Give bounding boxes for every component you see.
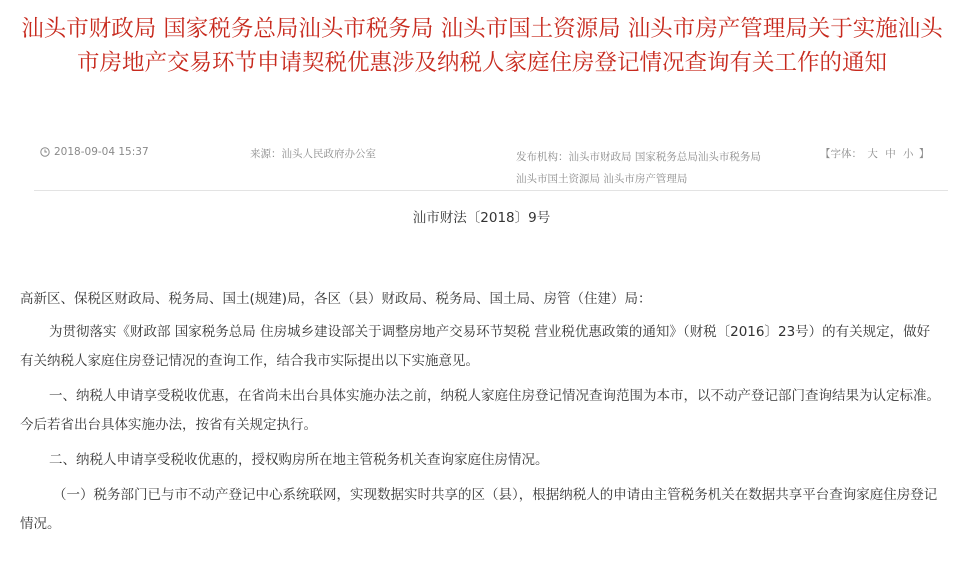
body-paragraph-1: 为贯彻落实《财政部 国家税务总局 住房城乡建设部关于调整房地产交易环节契税 营业税优惠政策的通知》（财税〔2016〕23号）的有关规定，做好有关纳税人家庭住房登记情况的查询工作，结合我市实际提出以下实施意见。	[20, 324, 931, 369]
font-size-large-button[interactable]: 大	[867, 148, 878, 160]
publisher-line-1: 汕头市财政局 国家税务总局汕头市税务局	[568, 151, 761, 163]
publish-date-text: 2018-09-04 15:37	[54, 146, 149, 158]
font-size-switcher	[820, 146, 929, 161]
article-source: 来源：汕头人民政府办公室	[250, 148, 376, 160]
document-number: 汕市财法〔2018〕9号	[412, 210, 551, 226]
clock-icon	[40, 147, 50, 157]
salutation-paragraph: 高新区、保税区财政局、税务局、国土(规建)局，各区（县）财政局、税务局、国土局、房管（住建）局：	[20, 291, 652, 307]
article-body	[20, 285, 942, 545]
article-meta	[34, 140, 948, 191]
publish-date	[40, 146, 149, 158]
body-paragraph-4: （一）税务部门已与市不动产登记中心系统联网，实现数据实时共享的区（县），根据纳税人的申请由主管税务机关在数据共享平台查询家庭住房登记情况。	[20, 487, 938, 532]
publisher-line-2: 汕头市国土资源局 汕头市房产管理局	[516, 173, 688, 185]
article-publisher	[516, 146, 796, 190]
font-size-small-button[interactable]: 小	[903, 148, 914, 160]
font-size-label: 【字体：	[820, 148, 862, 160]
body-paragraph-3: 二、纳税人申请享受税收优惠的，授权购房所在地主管税务机关查询家庭住房情况。	[49, 452, 549, 468]
article-title: 汕头市财政局 国家税务总局汕头市税务局 汕头市国土资源局 汕头市房产管理局关于实施汕头市房地产交易环节申请契税优惠涉及纳税人家庭住房登记情况查询有关工作的通知	[21, 16, 943, 76]
publisher-label: 发布机构：	[516, 151, 569, 163]
font-size-end: 】	[918, 148, 930, 160]
font-size-medium-button[interactable]: 中	[885, 148, 896, 160]
body-paragraph-2: 一、纳税人申请享受税收优惠，在省尚未出台具体实施办法之前，纳税人家庭住房登记情况查询范围为本市，以不动产登记部门查询结果为认定标准。今后若省出台具体实施办法，按省有关规定执行。	[20, 388, 940, 433]
